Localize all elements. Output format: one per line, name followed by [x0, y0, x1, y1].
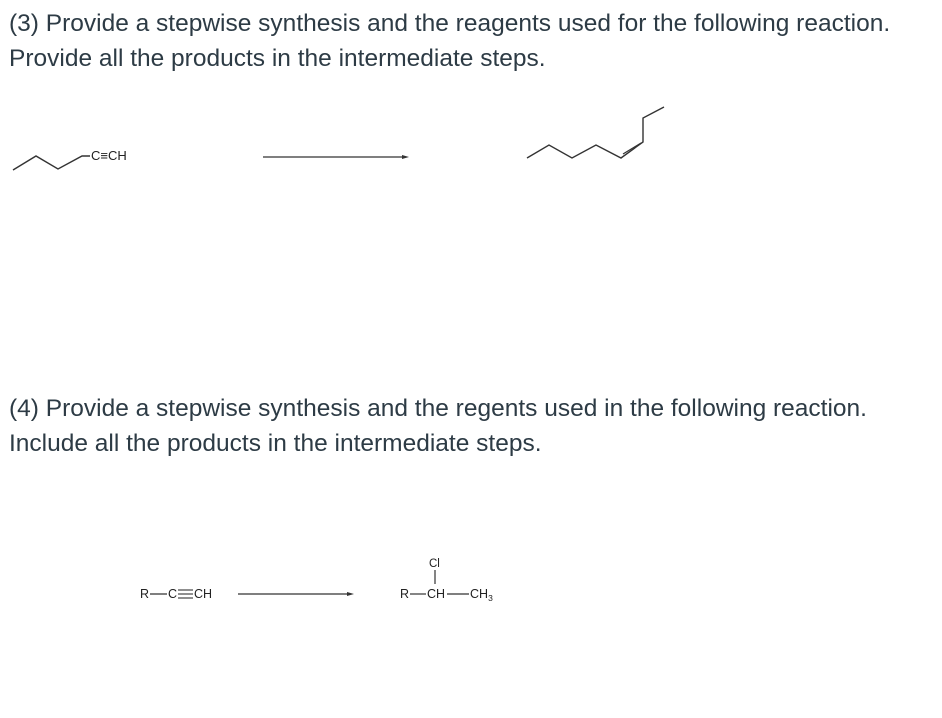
q3-reactant-label: C≡CH [91, 148, 127, 163]
q3-product-chain [527, 107, 664, 158]
q3-product-structure [527, 107, 664, 158]
q4-product-r: R [400, 587, 410, 601]
q3-reactant-chain [13, 156, 90, 170]
question-4-prompt: (4) Provide a stepwise synthesis and the regents used in the following reaction. Include all the products in the intermediate steps. [9, 395, 867, 457]
q3-double-bond [623, 143, 641, 154]
question-3-prompt: (3) Provide a stepwise synthesis and the reagents used for the following reaction. Provide all the products in the intermediate steps. [9, 10, 891, 72]
q3-reactant-structure [13, 148, 127, 170]
q4-product-ch: CH [427, 587, 446, 601]
q4-reactant-c: C [168, 587, 178, 601]
q4-reactant-r: R [140, 587, 150, 601]
q4-product-structure [400, 558, 493, 603]
q4-reaction-arrow [238, 592, 354, 596]
q4-product-ch3: $CH_3$ [470, 587, 493, 603]
q3-reaction-arrow [263, 155, 409, 159]
q4-reactant-ch: CH [194, 587, 213, 601]
q4-product-cl: Cl [429, 558, 440, 570]
q4-triple-bond [178, 590, 193, 598]
q4-reactant-structure [140, 587, 212, 601]
